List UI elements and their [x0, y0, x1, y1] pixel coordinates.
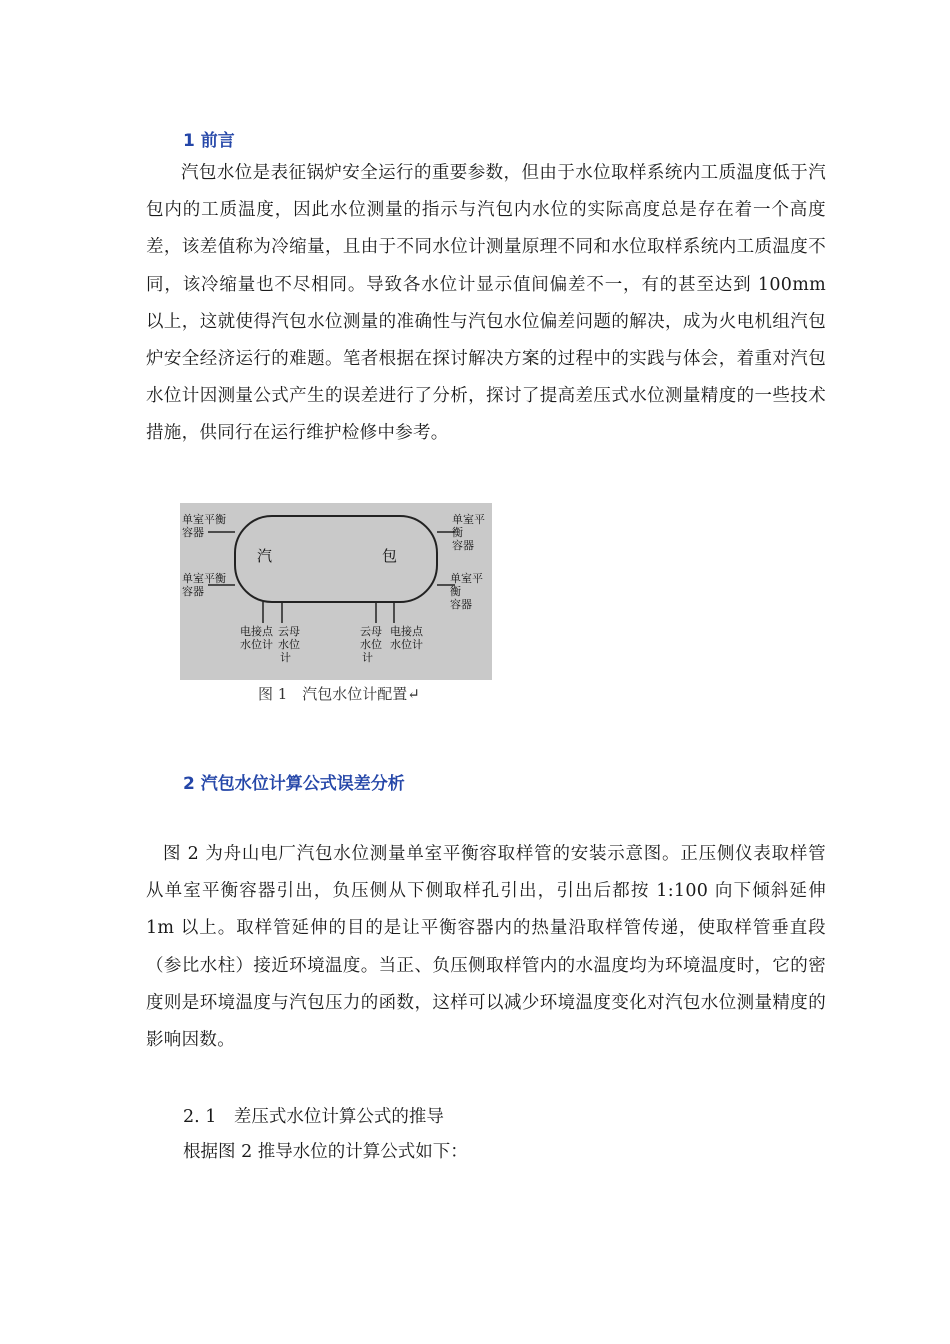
- left-top-container-label: 单室平衡 容器: [182, 513, 226, 539]
- right-bottom-container-label: 单室平衡 容器: [450, 572, 483, 611]
- section-1-paragraph: [146, 155, 826, 453]
- mica-gauge-right-label: 云母 水位 计: [360, 625, 382, 664]
- left-bottom-container-label: 单室平衡 容器: [182, 572, 226, 598]
- drum-char-right: 包: [382, 547, 398, 565]
- mica-gauge-left-label: 云母 水位 计: [278, 625, 300, 664]
- drum-diagram: [180, 503, 492, 680]
- section-1-heading: 1 前言: [183, 131, 235, 151]
- section-2-heading: 2 汽包水位计算公式误差分析: [183, 774, 405, 794]
- subsection-2-1-heading: 2. 1 差压式水位计算公式的推导: [183, 1107, 444, 1127]
- subsection-2-1-paragraph: 根据图 2 推导水位的计算公式如下：: [183, 1142, 468, 1162]
- electrode-gauge-right-label: 电接点 水位计: [390, 625, 423, 651]
- drum-level-gauge-figure: [180, 503, 492, 680]
- section-1-paragraph-text: 汽包水位是表征锅炉安全运行的重要参数，但由于水位取样系统内工质温度低于汽包内的工质温度，因此水位测量的指示与汽包内水位的实际高度总是存在着一个高度差，该差值称为冷缩量，且由于不同水位计测量原理不同和水位取样系统内工质温度不同，该冷缩量也不尽相同。导致各水位计显示值间偏差不一，有的甚至达到 100mm 以上，这就使得汽包水位测量的准确性与汽包水位偏差问题的解决，成为火电机组汽包炉安全经济运行的难题。笔者根据在探讨解决方案的过程中的实践与体会，着重对汽包水位计因测量公式产生的误差进行了分析，探讨了提高差压式水位测量精度的一些技术措施，供同行在运行维护检修中参考。: [146, 163, 826, 444]
- section-2-paragraph: [146, 836, 826, 1059]
- electrode-gauge-left-label: 电接点 水位计: [240, 625, 273, 651]
- right-top-container-label: 单室平衡 容器: [452, 513, 485, 552]
- figure-1-caption: 图 1 汽包水位计配置↵: [258, 685, 420, 703]
- section-2-paragraph-text: 图 2 为舟山电厂汽包水位测量单室平衡容取样管的安装示意图。正压侧仪表取样管从单室平衡容器引出，负压侧从下侧取样孔引出，引出后都按 1:100 向下倾斜延伸 1m 以上。取样管延伸的目的是让平衡容器内的热量沿取样管传递，使取样管垂直段（参比水柱）接近环境温度。当正、负压侧取样管内的水温度均为环境温度时，它的密度则是环境温度与汽包压力的函数，这样可以减少环境温度变化对汽包水位测量精度的影响因数。: [146, 844, 826, 1051]
- drum-char-left: 汽: [257, 547, 273, 565]
